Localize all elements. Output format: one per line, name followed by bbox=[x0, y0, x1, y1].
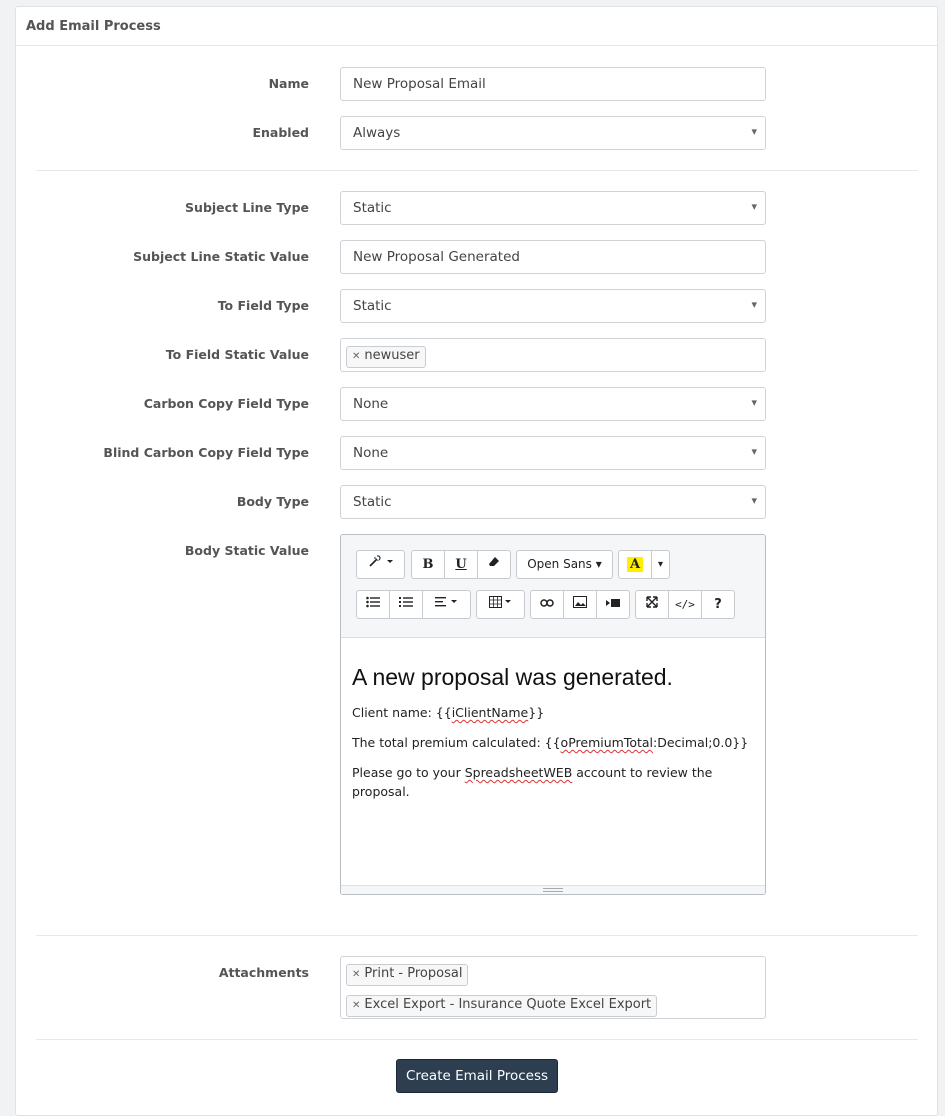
attachment-tag bbox=[346, 995, 657, 1017]
attachment-tag-label: Print - Proposal bbox=[364, 966, 463, 981]
subject-static-input[interactable]: New Proposal Generated bbox=[340, 240, 766, 274]
subject-static-label: Subject Line Static Value bbox=[133, 249, 309, 264]
enabled-label: Enabled bbox=[252, 125, 309, 140]
cc-type-select[interactable]: None ▾ bbox=[340, 387, 766, 421]
enabled-select[interactable]: Always ▾ bbox=[340, 116, 766, 150]
magic-icon[interactable] bbox=[356, 550, 405, 579]
subject-type-select[interactable]: Static ▾ bbox=[340, 191, 766, 225]
divider bbox=[36, 1039, 918, 1040]
font-color-icon[interactable]: A bbox=[618, 550, 652, 579]
to-type-label: To Field Type bbox=[217, 298, 309, 313]
body-static-label: Body Static Value bbox=[184, 543, 309, 558]
code-icon[interactable]: </> bbox=[668, 590, 702, 619]
remove-tag-icon[interactable]: ✕ bbox=[352, 969, 361, 980]
email-process-panel bbox=[15, 6, 938, 1116]
divider bbox=[36, 935, 918, 936]
review-line: Please go to your SpreadsheetWEB account to review the proposal. bbox=[352, 765, 713, 799]
attachment-tag bbox=[346, 964, 468, 986]
editor-content[interactable] bbox=[341, 638, 765, 801]
rich-text-editor bbox=[340, 534, 766, 895]
editor-resize-handle[interactable] bbox=[341, 885, 765, 894]
body-type-label: Body Type bbox=[236, 494, 309, 509]
fullscreen-icon[interactable] bbox=[635, 590, 669, 619]
editor-toolbar bbox=[341, 535, 765, 638]
font-color-dropdown-icon[interactable]: ▾ bbox=[651, 550, 670, 579]
font-family-label: Open Sans bbox=[527, 557, 592, 571]
picture-icon[interactable] bbox=[563, 590, 597, 619]
recipient-tag-label: newuser bbox=[364, 348, 420, 363]
premium-line: The total premium calculated: {{oPremiumTotal:Decimal;0.0}} bbox=[352, 735, 749, 750]
cc-type-label: Carbon Copy Field Type bbox=[143, 396, 309, 411]
remove-tag-icon[interactable]: ✕ bbox=[352, 1000, 361, 1011]
name-input[interactable]: New Proposal Email bbox=[340, 67, 766, 101]
underline-icon[interactable]: U bbox=[444, 550, 478, 579]
email-heading: A new proposal was generated. bbox=[352, 664, 673, 690]
name-label: Name bbox=[268, 76, 309, 91]
ordered-list-icon[interactable] bbox=[389, 590, 423, 619]
attachment-tag-label: Excel Export - Insurance Quote Excel Export bbox=[364, 997, 652, 1012]
client-name-line: Client name: {{iClientName}} bbox=[352, 705, 545, 720]
to-static-tag-input[interactable] bbox=[340, 338, 766, 372]
unordered-list-icon[interactable] bbox=[356, 590, 390, 619]
table-icon[interactable] bbox=[476, 590, 525, 619]
video-icon[interactable] bbox=[596, 590, 630, 619]
panel-title: Add Email Process bbox=[16, 7, 937, 46]
bcc-type-select[interactable]: None ▾ bbox=[340, 436, 766, 470]
to-type-select[interactable]: Static ▾ bbox=[340, 289, 766, 323]
font-family-dropdown[interactable]: Open Sans ▾ bbox=[516, 550, 613, 579]
attachments-tag-input[interactable] bbox=[340, 956, 766, 1019]
align-icon[interactable] bbox=[422, 590, 471, 619]
divider bbox=[36, 170, 918, 171]
to-static-label: To Field Static Value bbox=[165, 347, 309, 362]
eraser-icon[interactable] bbox=[477, 550, 511, 579]
link-icon[interactable] bbox=[530, 590, 564, 619]
create-email-process-button[interactable]: Create Email Process bbox=[396, 1059, 558, 1093]
remove-tag-icon[interactable]: ✕ bbox=[352, 351, 361, 362]
bold-icon[interactable]: B bbox=[411, 550, 445, 579]
help-icon[interactable]: ? bbox=[701, 590, 735, 619]
subject-type-label: Subject Line Type bbox=[185, 200, 309, 215]
bcc-type-label: Blind Carbon Copy Field Type bbox=[103, 445, 309, 460]
body-type-select[interactable]: Static ▾ bbox=[340, 485, 766, 519]
attachments-label: Attachments bbox=[218, 965, 309, 980]
recipient-tag bbox=[346, 346, 426, 368]
